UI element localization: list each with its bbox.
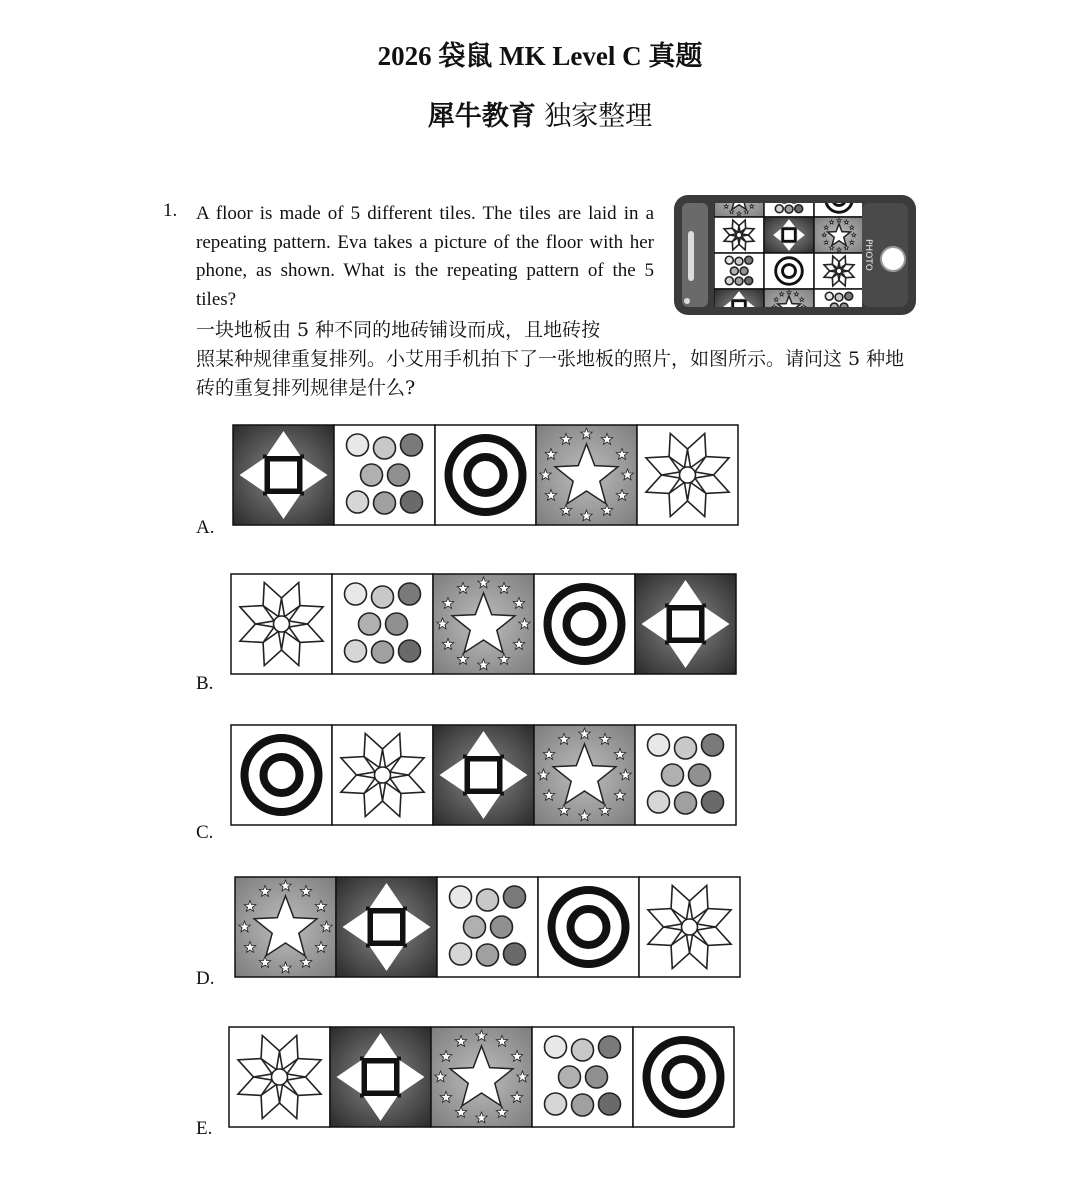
page-subtitle — [0, 94, 1080, 133]
four-arrows-square-tile — [433, 725, 534, 825]
phone-floor-tile — [764, 217, 814, 253]
option-label: A. — [196, 517, 215, 538]
phone-photo-illustration — [674, 195, 916, 315]
phone-screen — [714, 195, 864, 315]
seven-dots-tile — [437, 877, 538, 977]
concentric-rings-tile — [538, 877, 639, 977]
star-with-circle-of-stars-tile — [536, 425, 637, 525]
subtitle-text: 独家整理 — [535, 101, 653, 132]
option-label: D. — [196, 968, 215, 989]
four-arrows-square-tile — [635, 574, 736, 674]
phone-floor-tile — [814, 217, 864, 253]
page-title: 2026 袋鼠 MK Level C 真题 — [377, 41, 703, 71]
option-label: C. — [196, 822, 214, 843]
phone-floor-tile — [714, 217, 764, 253]
phone-floor-tile — [814, 253, 864, 289]
star-with-circle-of-stars-tile — [431, 1027, 532, 1127]
option-tile-strip — [234, 876, 741, 978]
seven-dots-tile — [635, 725, 736, 825]
eight-petal-flower-tile — [637, 425, 738, 525]
phone-photo-label: PHOTO — [863, 239, 873, 271]
phone-illustration-svg — [674, 195, 916, 315]
concentric-rings-tile — [633, 1027, 734, 1127]
eight-petal-flower-tile — [231, 574, 332, 674]
option-tile-strip — [230, 573, 737, 675]
star-with-circle-of-stars-tile — [433, 574, 534, 674]
question-text-cn-line1: 一块地板由 5 种不同的地砖铺设而成，且地砖按 — [196, 319, 601, 341]
seven-dots-tile — [334, 425, 435, 525]
eight-petal-flower-tile — [639, 877, 740, 977]
question-text-en: A floor is made of 5 different tiles. The tiles are laid in a repeating pattern. Eva takes a picture of the floor with her phone, as shown. What is the repeating pattern of the 5 tiles? — [196, 203, 654, 310]
eight-petal-flower-tile — [332, 725, 433, 825]
eight-petal-flower-tile — [229, 1027, 330, 1127]
seven-dots-tile — [532, 1027, 633, 1127]
option-tile-strip — [230, 724, 737, 826]
concentric-rings-tile — [534, 574, 635, 674]
option-tile-strip — [232, 424, 739, 526]
camera-shutter-icon — [881, 247, 905, 271]
phone-floor-tile — [714, 253, 764, 289]
phone-floor-tile — [764, 253, 814, 289]
four-arrows-square-tile — [336, 877, 437, 977]
option-label: E. — [196, 1118, 213, 1139]
option-tile-strip — [228, 1026, 735, 1128]
question-text-cn — [196, 316, 918, 403]
question-text-cn-rest: 照某种规律重复排列。小艾用手机拍下了一张地板的照片，如图所示。请问这 5 种地砖的重复排列规律是什么? — [196, 348, 905, 399]
question-number: 1. — [163, 200, 178, 221]
concentric-rings-tile — [231, 725, 332, 825]
four-arrows-square-tile — [233, 425, 334, 525]
seven-dots-tile — [332, 574, 433, 674]
brand-name: 犀牛教育 — [427, 101, 536, 132]
four-arrows-square-tile — [330, 1027, 431, 1127]
star-with-circle-of-stars-tile — [235, 877, 336, 977]
star-with-circle-of-stars-tile — [534, 725, 635, 825]
option-label: B. — [196, 673, 214, 694]
concentric-rings-tile — [435, 425, 536, 525]
